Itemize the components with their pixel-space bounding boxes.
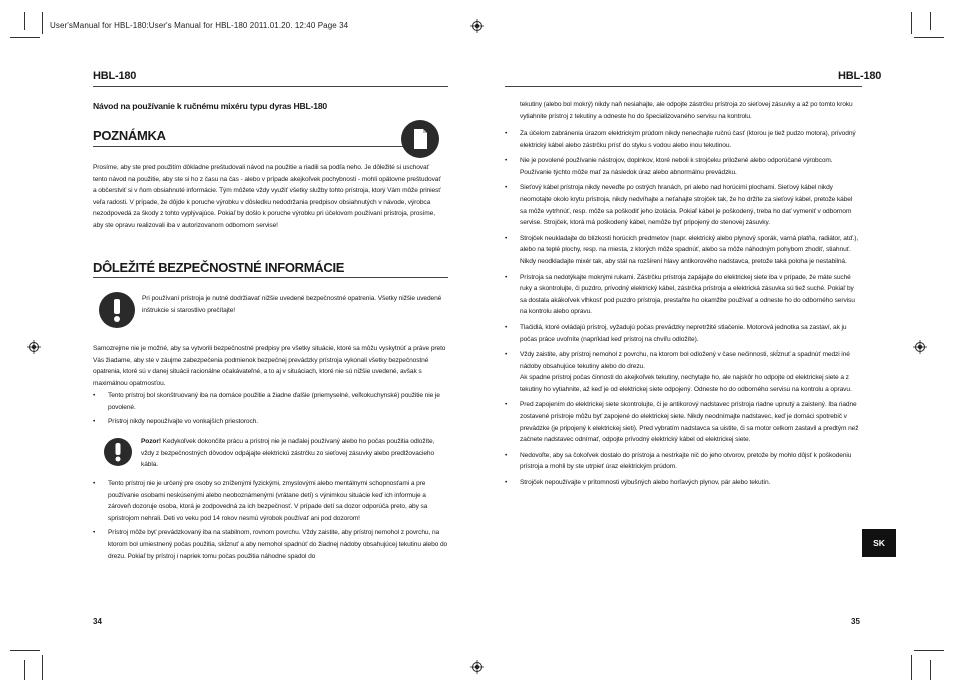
caution-block	[141, 436, 443, 471]
registration-mark-right	[913, 340, 927, 354]
registration-mark-left	[27, 340, 41, 354]
manual-subtitle: Návod na používanie k ručnému mixéru typu dyras HBL-180	[93, 101, 327, 111]
model-label: HBL-180	[93, 70, 137, 82]
document-icon	[401, 120, 439, 158]
safety-heading: DÔLEŽITÉ BEZPEČNOSTNÉ INFORMÁCIE	[93, 260, 345, 275]
continuation-text: tekutiny (alebo bol mokrý) nikdy naň nesiahajte, ale odpojte zástrčku prístroja zo sieťovej zásuvky a až po tomto kroku vytiahnite prístroj z tekutiny a odneste ho do špecializovaného servisu na kontrolu.	[520, 101, 853, 120]
safety-list-b	[93, 478, 448, 562]
exclamation-icon	[99, 292, 135, 328]
list-item: • Nedovoľte, aby sa čokoľvek dostalo do prístroja a nestrkajte nič do jeho otvorov, pretože by mohlo dôjsť k poškodeniu prístroja a mohli by ste utrpieť úraz elektrickým prúdom.	[505, 450, 860, 473]
list-item: • Strojček nepoužívajte v prítomnosti výbušných alebo horľavých plynov, pár alebo tekutín.	[505, 477, 860, 489]
page-number: 35	[851, 617, 860, 626]
list-item: • Prístroja sa nedotýkajte mokrými rukami. Zástrčku prístroja zapájajte do elektrickej siete iba v prípade, že máte suché ruky a skontrolujte, či puzdro, prívodný elektrický kábel, zástrčka prístroja a elektrická zásuvka sú tiež suché. Pokiaľ by sa dostala akákoľvek vlhkosť pod puzdro prístroja, prestaňte ho okamžite používať a odneste ho do odborného servisu na kontrolu alebo opravu.	[505, 272, 860, 318]
registration-mark-bottom	[470, 660, 484, 674]
registration-mark-top	[470, 19, 484, 33]
safety-list-a	[93, 390, 448, 428]
list-item: • Tento prístroj nie je určený pre osoby so zníženými fyzickými, zmyslovými alebo mentálnymi schopnosťami a pre používanie osobami neskúsenými alebo neoboznámenými (vrátane detí) s výnimkou situácie keď ich informuje a zároveň dozoruje osoba, ktorá je zodpovedná za ich bezpečnosť. V prípade detí sa dozor odporúča preto, aby sa spristrojom nehrali. Deti vo veku pod 14 rokov nesmú výrobok používať ani pod dozorom!	[93, 478, 448, 524]
list-item: • Tlačidlá, ktoré ovládajú prístroj, vyžadujú počas prevádzky nepretržité stlačenie. Motorová jednotka sa zastaví, ak ju počas práce uvoľníte (napríklad keď prístroj na chvíľu odložíte).	[505, 322, 860, 345]
list-item: • Strojček neukladajte do blízkosti horúcich predmetov (napr. elektrický alebo plynový sporák, varná platňa, radiátor, atď.), alebo na teplé plochy, resp. na miesta, z ktorých môže spadnúť, alebo sa môže náhodným pohybom zhodiť, stiahnuť. Nikdy neodkladajte mixér tak, aby stál na rozšírení hlavy antikorového nadstavca, pretože taká poloha je nestabilná.	[505, 233, 860, 268]
header-rule	[505, 86, 862, 87]
page-number: 34	[93, 617, 102, 626]
caution-label: Pozor!	[141, 438, 161, 445]
list-item: • Prístroj nikdy nepoužívajte vo vonkajších priestoroch.	[93, 416, 448, 428]
note-heading: POZNÁMKA	[93, 128, 166, 143]
safety-heading-rule	[93, 277, 448, 278]
list-item: • Nie je povolené používanie nástrojov, doplnkov, ktoré neboli k strojčeku priložené alebo odporúčané výrobcom. Používanie týchto môže mať za následok úraz alebo abnormálnu prevádzku.	[505, 155, 860, 178]
warning-text: Pri používaní prístroja je nutné dodržiavať nižšie uvedené bezpečnostné opatrenia. Všetky nižšie uvedené inštrukcie si starostlivo prečítajte!	[142, 295, 442, 314]
model-label: HBL-180	[838, 70, 882, 82]
note-heading-rule	[93, 146, 403, 147]
note-text: Prosíme, aby ste pred použitím dôkladne preštudovali návod na použitie a riadili sa podľa neho. Je dôležité si uschovať tento návod na použitie, aby ste si ho z času na čas - alebo v prípade akejkoľvek pochybnosti - mohli opätovne preštudovať a občerstviť si v ňom obsiahnuté informácie. Tým môžete vždy využiť všetky služby tohto prístroja, ktorý Vám môže priniesť veľa radosti. V prípade, že dôjde k poruche výrobku v dôsledku nedodržania predpisov obsiahnutých v návode, výrobca nezodpovedá za škody z tohto vyplývajúce. Pokiaľ by došlo k poruche výrobku pri účelovom používaní prístroja, prosíme, aby ste opravu realizovali iba v autorizovanom odbornom servise!	[93, 164, 441, 229]
safety-intro: Samozrejme nie je možné, aby sa vytvorili bezpečnostné predpisy pre všetky situácie, ktoré sa môžu vyskytnúť a práve preto Vás žiadame, aby ste v záujme zabezpečenia podmienok bezpečnej prevádzky prístroja vykonali všetky bezpečnostné opatrenia, ktoré sú v danej situácii racionálne očakávateľné, a to aj v situáciach, ktoré nie sú nižšie uvedené, avšak s maximálnou opatrnosťou.	[93, 345, 446, 387]
header-rule	[93, 86, 448, 87]
language-tab: SK	[862, 529, 896, 557]
list-item: • Za účelom zabránenia úrazom elektrickým prúdom nikdy nenechajte ručnú časť (ktorou je tiež pudzo motora), prívodný elektrický kábel alebo zástrčku prísť do styku s vodou alebo inou tekutinou.	[505, 128, 860, 151]
list-item: • Pred zapojením do elektrickej siete skontrolujte, či je antikorový nadstavec prístroja riadne upnutý a zaistený. Iba riadne zostavené prístroje môžu byť zapojené do elektrickej siete. Nikdy neodnímajte nadstavec, keď je domáci spotrebič v prevádzke (je pripojený k elektrickej sieti). Pred vybratím nadstavca sa uistite, či sa motor celkom zastavil a predtým než začnete nadstavec odnímať, odpojte prívodný elektrický kábel od elektrickej siete.	[505, 399, 860, 445]
caution-text: Kedykoľvek dokončíte prácu a prístroj nie je naďalej používaný alebo ho počas použitia odložíte, vždy z bezpečnostných dôvodov odpájajte elektrickú zástrčku zo sieťovej zásuvky alebo predlžovacieho kábla.	[141, 438, 435, 469]
safety-list-right	[505, 128, 860, 489]
list-item: • Sieťový kábel prístroja nikdy neveďte po ostrých hranách, pri alebo nad horúcimi plochami. Sieťový kábel nikdy neomotajte okolo krytu prístroja, nikdy nedvíhajte a neťahajte strojček tak, že ho držíte za sieťový kábel, pretože kábel sa môže vytrhnúť, resp. môže sa poškodiť jeho izolácia. Pokiaľ kábel je poškodený, treba ho dať vymeniť v odbornom servise. Strojček, ktorá má poškodený kábel, nemôže byť pripojený do stenovej zásuvky.	[505, 182, 860, 228]
list-item: • Vždy zaistite, aby prístroj nemohol z povrchu, na ktorom bol odložený v čase nečinnosti, skĺznuť a spadnúť medzi iné nádoby obsahujúce tekutiny alebo do drezu. Ak spadne prístroj počas činnosti do akejkoľvek tekutiny, nechytajte ho, ale najskôr ho odpojte od elektrickej siete a z tekutiny ho vytiahnite, až keď je od elektrickej siete odpojený. Odneste ho do odborného servisu na kontrolu a opravu.	[505, 349, 860, 395]
exclamation-icon	[104, 438, 132, 466]
print-slug: User'sManual for HBL-180:User's Manual for HBL-180 2011.01.20. 12:40 Page 34	[50, 21, 349, 30]
list-item: • Prístroj môže byť prevádzkovaný iba na stabilnom, rovnom povrchu. Vždy zaistite, aby prístroj nemohol z povrchu, na ktorom bol umiestnený počas použitia, skĺznuť a aby nemohol spadnúť do žiadnej nádoby obsahujúcej tekutinu alebo do drezu. Pokiaľ by prístroj i napriek tomu počas použitia náhodne spadol do	[93, 527, 448, 562]
list-item: • Tento prístroj bol skonštruovaný iba na domáce použitie a žiadne ďalšie (priemyselné, veľkokuchynské) použitie nie je povolené.	[93, 390, 448, 413]
